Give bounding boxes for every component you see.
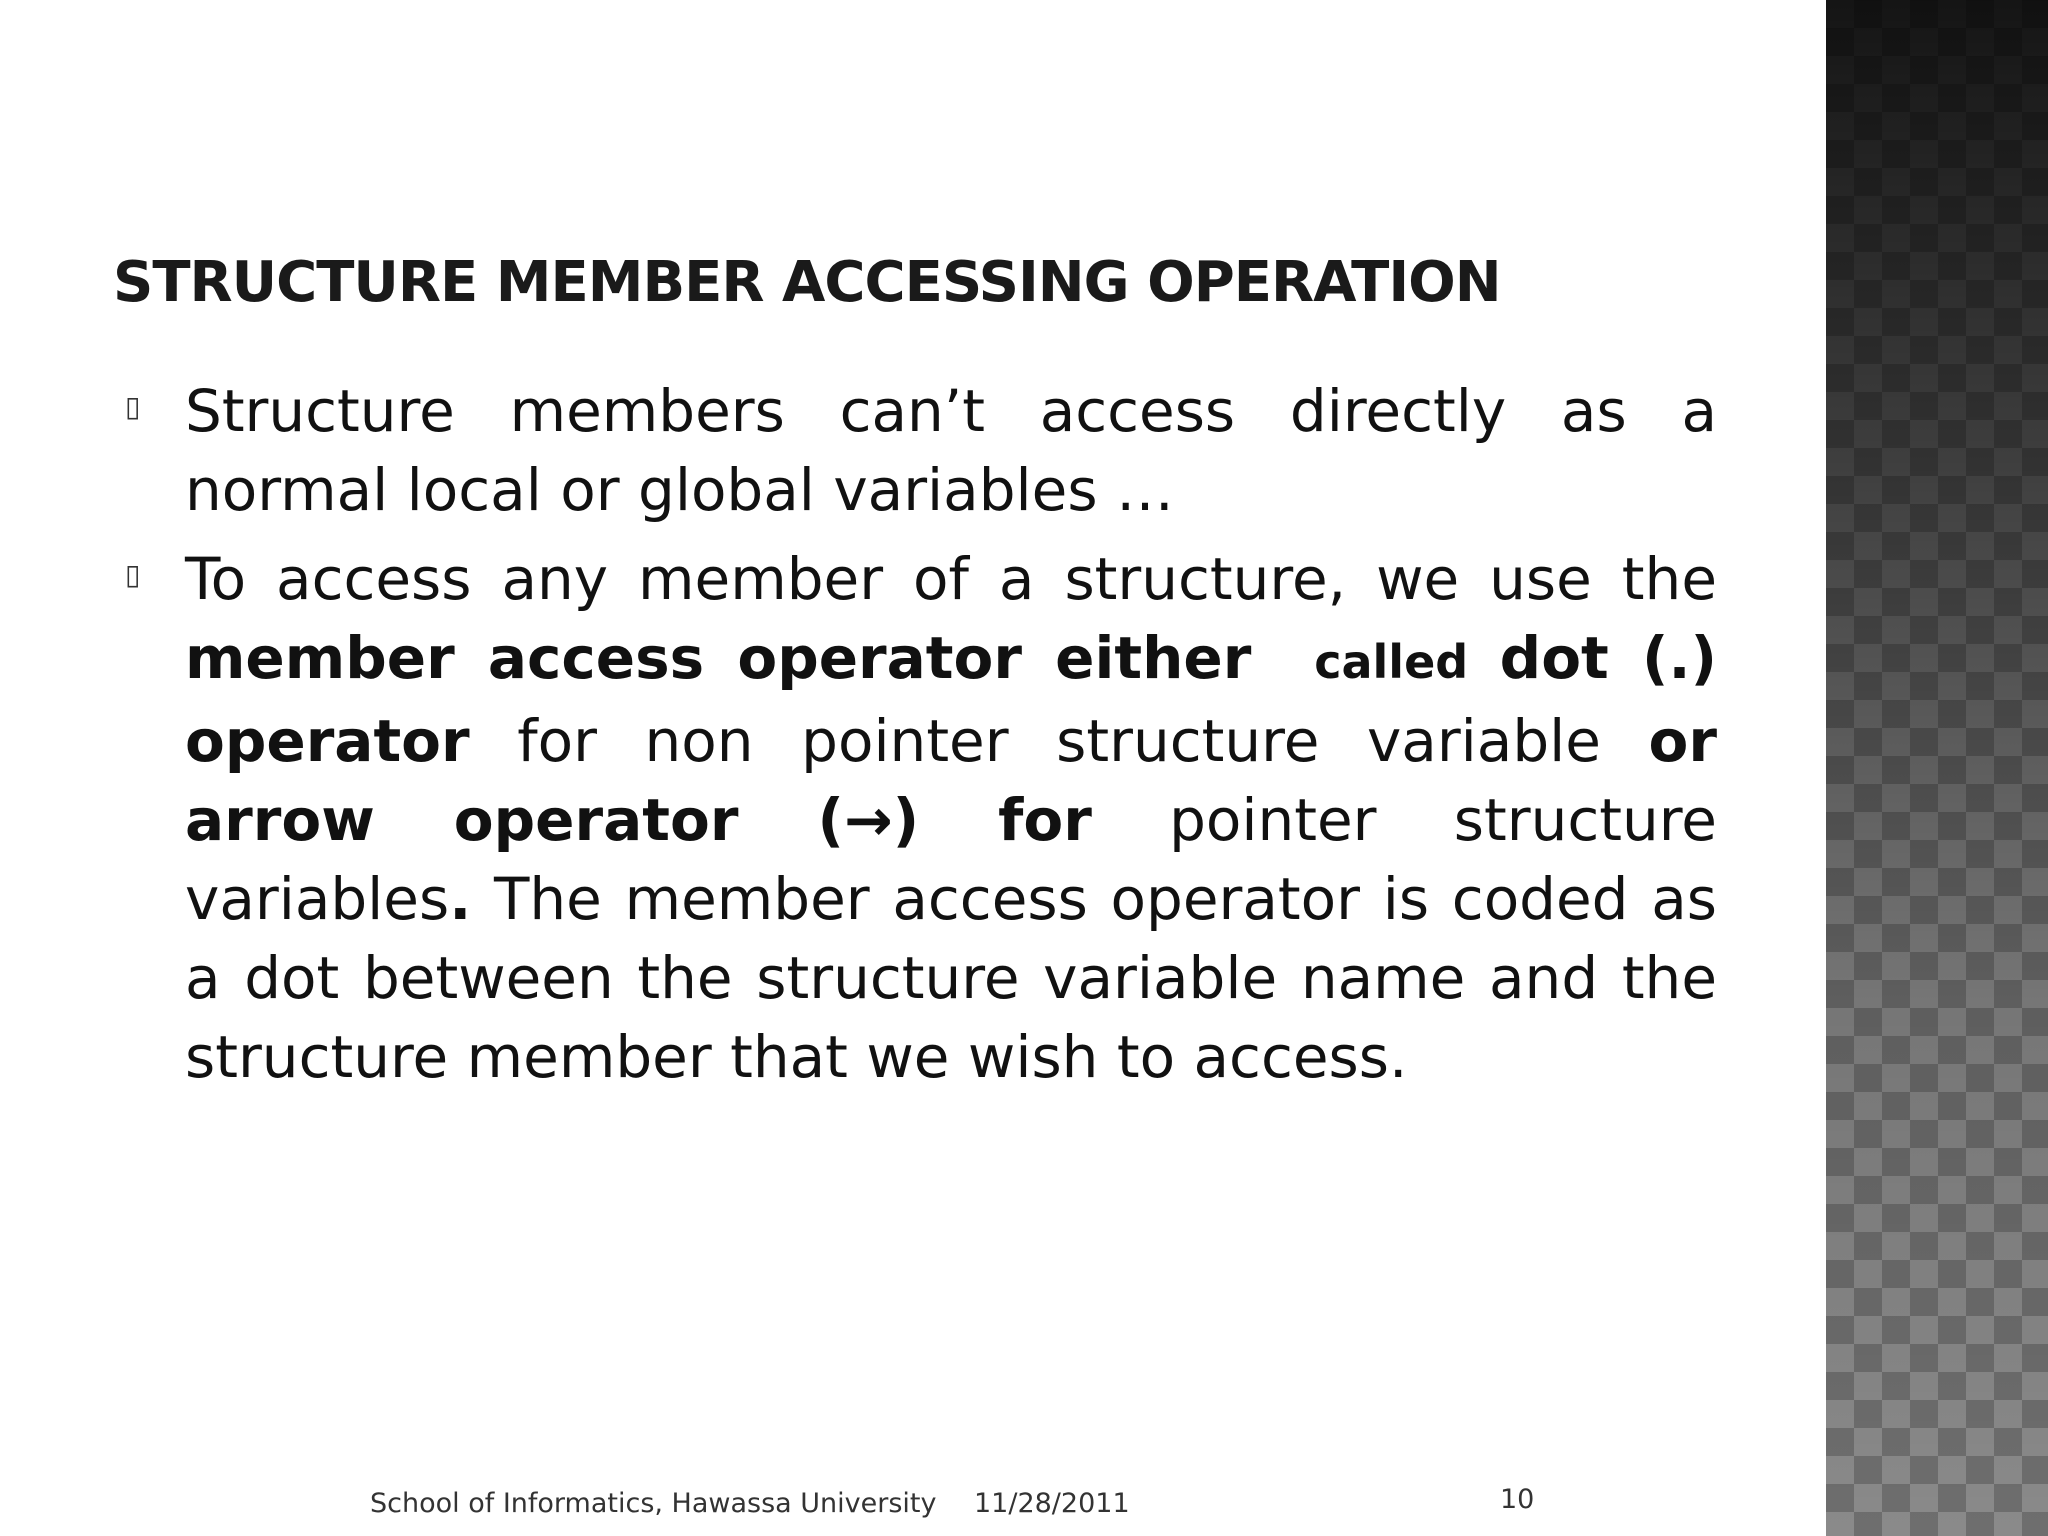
bold-small-text: called — [1314, 635, 1469, 689]
bold-period: . — [449, 865, 472, 933]
slide-content — [125, 372, 1717, 1107]
slide-title: STRUCTURE MEMBER ACCESSING OPERATION — [113, 250, 1501, 315]
bullet-item-1 — [125, 372, 1717, 530]
arrow-icon: → — [843, 786, 893, 854]
bullet-item-2 — [125, 540, 1717, 1097]
bold-text: or arrow operator ( — [185, 707, 1717, 854]
square-bullet-icon: ▯ — [125, 390, 141, 423]
bold-text: dot (.) operator — [185, 624, 1718, 775]
bullet-text: To access any member of a structure, we use the — [185, 545, 1717, 613]
bullet-text: Structure members can’t access directly as a normal local or global variables … — [185, 377, 1717, 524]
footer-page-number: 10 — [1500, 1484, 1535, 1515]
bold-text: ) for — [892, 786, 1092, 854]
bold-text: member access operator either — [185, 624, 1252, 692]
bullet-text: for non pointer structure variable — [469, 707, 1649, 775]
square-bullet-icon: ▯ — [125, 558, 141, 591]
footer-date: 11/28/2011 — [974, 1488, 1130, 1519]
decorative-side-panel — [1826, 0, 2048, 1536]
footer-school: School of Informatics, Hawassa University — [370, 1488, 937, 1519]
bullet-text: The member access operator is coded as a dot between the structure variable name and the structure member that we wish to access. — [185, 865, 1717, 1091]
bullet-text: pointer structure variables — [185, 786, 1717, 933]
